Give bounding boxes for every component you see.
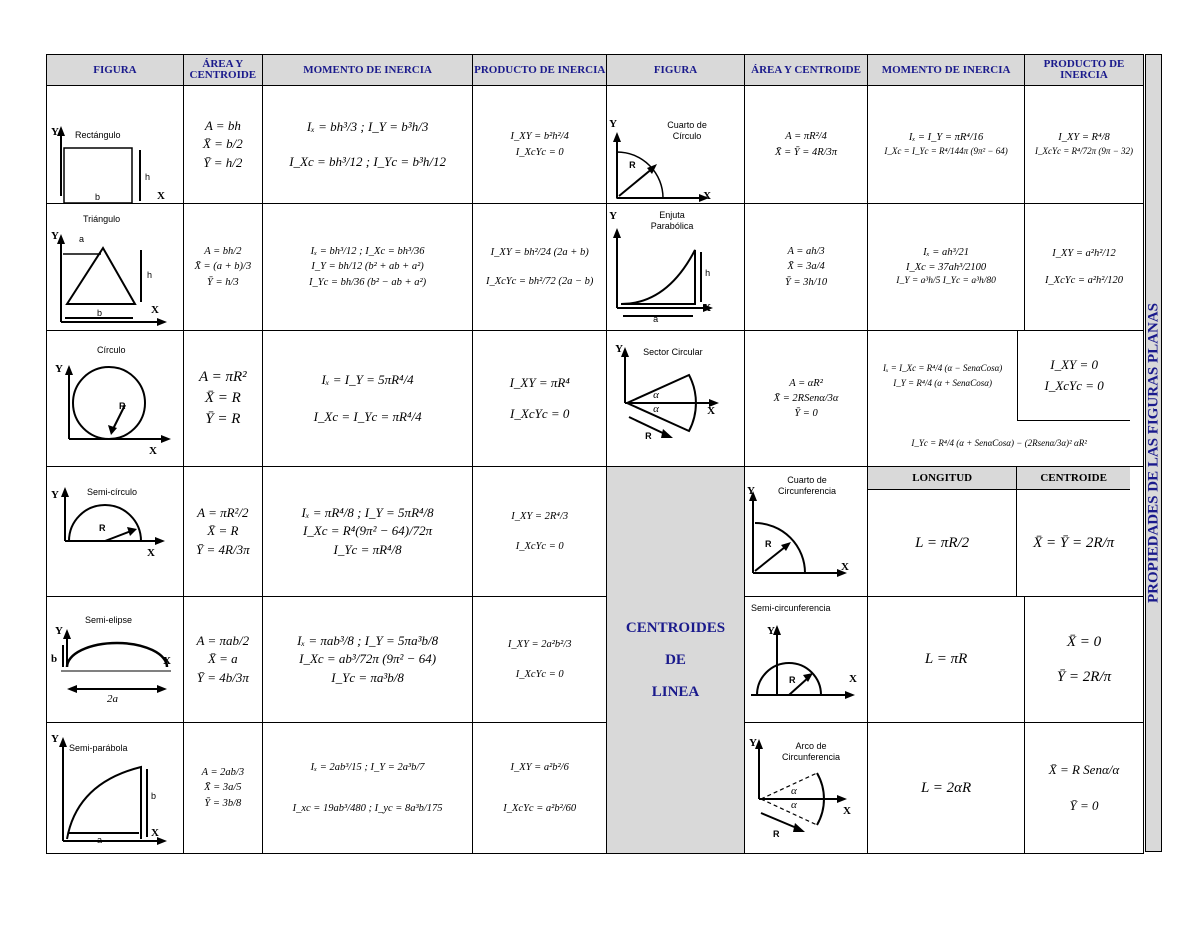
inercia-sector-yc: I_Yc = R⁴/4 (α + SenαCosα) − (2Rsenα/3α)² αR² <box>911 438 1087 449</box>
dim-r: R <box>645 431 652 441</box>
figure-name: Arco de Circunferencia <box>781 741 840 762</box>
dim-r: R <box>764 539 772 549</box>
inercia-semielipse: Iₓ = πab³/8 ; I_Y = 5πa³b/8 I_Xc = ab³/72π (9π² − 64) I_Yc = πa³b/8 <box>262 597 473 723</box>
axis-y-label: Y <box>748 737 757 749</box>
axis-y-label: Y <box>609 118 618 130</box>
axis-x-label: X <box>840 561 849 573</box>
axis-x-label: X <box>151 304 159 316</box>
axis-x-label: X <box>147 547 155 559</box>
inercia-rectangulo: Iₓ = bh³/3 ; I_Y = b³h/3 I_Xc = bh³/12 ; I_Yc = b³h/12 <box>262 86 473 204</box>
dim-h: h <box>705 268 711 278</box>
axis-x-label: X <box>703 190 712 202</box>
dim-a: a <box>97 835 103 845</box>
axis-y-label: Y <box>51 489 59 501</box>
inercia-enjuta: Iₓ = ah³/21 I_Xc = 37ah³/2100 I_Y = a³h/5 I_Yc = a³h/80 <box>868 204 1025 331</box>
figure-name: Enjuta Parabólica <box>650 210 694 231</box>
figure-name: Semi-parábola <box>69 743 128 753</box>
figure-enjuta-parabolica <box>607 204 745 331</box>
producto-cuarto-circulo: I_XY = R⁴/8 I_XcYc = R⁴/72π (9π − 32) <box>1025 86 1144 204</box>
producto-sector: I_XY = 0 I_XcYc = 0 <box>1017 331 1130 421</box>
header-momento-inercia: MOMENTO DE INERCIA <box>262 55 473 86</box>
area-circulo: A = πR² X̄ = R Ȳ = R <box>183 331 262 467</box>
inercia-triangulo: Iₓ = bh³/12 ; I_Xc = bh³/36 I_Y = bh/12 (b² + ab + a²) I_Yc = bh/36 (b² − ab + a²) <box>262 204 473 331</box>
header-area-centroide-right: ÁREA Y CENTROIDE <box>744 55 867 86</box>
area-triangulo: A = bh/2 X̄ = (a + b)/3 Ȳ = h/3 <box>183 204 262 331</box>
angle-alpha-1: α <box>790 785 797 797</box>
longitud-semicircunferencia: L = πR <box>868 597 1025 723</box>
inercia-cuarto-circulo: Iₓ = I_Y = πR⁴/16 I_Xc = I_Yc = R⁴/144π (9π² − 64) <box>868 86 1025 204</box>
angle-alpha-1: α <box>653 389 659 401</box>
inercia-semicirculo: Iₓ = πR⁴/8 ; I_Y = 5πR⁴/8 I_Xc = R⁴(9π² − 64)/72π I_Yc = πR⁴/8 <box>262 467 473 597</box>
inercia-sector: Iₓ = I_Xc = R⁴/4 (α − SenαCosα) I_Y = R⁴/4 (α + SenαCosα) <box>882 362 1003 388</box>
producto-semicirculo: I_XY = 2R⁴/3 I_XcYc = 0 <box>473 467 607 597</box>
side-title: PROPIEDADES DE LAS FIGURAS PLANAS <box>1145 302 1161 604</box>
header-centroide: CENTROIDE <box>1017 467 1130 489</box>
dim-2a: 2a <box>107 693 118 705</box>
semi-circumference-diagram <box>745 597 862 723</box>
quarter-circle-diagram <box>607 86 738 204</box>
dim-b: b <box>51 653 58 665</box>
dim-a: a <box>79 234 85 244</box>
figure-arco-circunferencia <box>744 723 867 854</box>
centroides-de-linea-label <box>607 467 745 854</box>
axis-y-label: Y <box>609 210 618 222</box>
figure-name: Triángulo <box>83 214 121 224</box>
area-semicirculo: A = πR²/2 X̄ = R Ȳ = 4R/3π <box>183 467 262 597</box>
inercia-semiparabola: Iₓ = 2ab³/15 ; I_Y = 2a³b/7 I_xc = 19ab³/480 ; I_yc = 8a³b/175 <box>262 723 473 854</box>
inercia-producto-sector <box>868 331 1144 467</box>
area-enjuta: A = ah/3 X̄ = 3a/4 Ȳ = 3h/10 <box>744 204 867 331</box>
header-figura: FIGURA <box>47 55 184 86</box>
header-area-centroide: ÁREA Y CENTROIDE <box>183 55 262 86</box>
figure-name: Semi-circunferencia <box>750 603 831 613</box>
dim-b: b <box>95 192 101 202</box>
figure-sector-circular <box>607 331 745 467</box>
producto-enjuta: I_XY = a²h²/12 I_XcYc = a²h²/120 <box>1025 204 1144 331</box>
figure-semicirculo <box>47 467 184 597</box>
centroide-cuarto: X̄ = Ȳ = 2R/π <box>1017 489 1130 597</box>
centroides-word-3: LINEA <box>651 684 700 700</box>
figure-circulo <box>47 331 184 467</box>
figure-name: Semi-elipse <box>85 615 133 625</box>
dim-r: R <box>629 160 636 170</box>
figure-name: Rectángulo <box>75 130 121 140</box>
header-momento-inercia-right: MOMENTO DE INERCIA <box>868 55 1025 86</box>
longitud-cuarto: L = πR/2 <box>868 489 1017 597</box>
axis-x-label: X <box>848 673 857 685</box>
figure-name: Sector Circular <box>643 347 703 357</box>
properties-table <box>46 54 1144 854</box>
dim-a: a <box>653 314 659 324</box>
axis-y-label: Y <box>55 625 63 637</box>
producto-rectangulo: I_XY = b²h²/4 I_XcYc = 0 <box>473 86 607 204</box>
centroides-word-1: CENTROIDES <box>625 620 726 636</box>
area-sector: A = αR² X̄ = 2RSenα/3α Ȳ = 0 <box>744 331 867 467</box>
axis-x-label: X <box>707 405 716 417</box>
area-semiparabola: A = 2ab/3 X̄ = 3a/5 Ȳ = 3b/8 <box>183 723 262 854</box>
rectangle-diagram <box>47 86 177 204</box>
figure-triangulo <box>47 204 184 331</box>
axis-x-label: X <box>163 655 171 667</box>
figure-name: Cuarto de Circunferencia <box>777 475 836 496</box>
centroides-word-2: DE <box>665 652 686 668</box>
producto-circulo: I_XY = πR⁴ I_XcYc = 0 <box>473 331 607 467</box>
dim-r: R <box>119 401 126 411</box>
angle-alpha-2: α <box>653 403 659 415</box>
header-longitud: LONGITUD <box>868 467 1017 489</box>
figure-name: Cuarto de Círculo <box>667 120 707 141</box>
axis-y-label: Y <box>51 733 59 745</box>
figure-semielipse <box>47 597 184 723</box>
centroide-semicircunferencia: X̄ = 0 Ȳ = 2R/π <box>1025 597 1144 723</box>
axis-y-label: Y <box>55 363 63 375</box>
axis-y-label: Y <box>615 343 624 355</box>
area-semielipse: A = πab/2 X̄ = a Ȳ = 4b/3π <box>183 597 262 723</box>
dim-r: R <box>99 523 106 533</box>
longitud-arco: L = 2αR <box>868 723 1025 854</box>
dim-b: b <box>151 791 157 801</box>
axis-y-label: Y <box>746 485 755 497</box>
properties-sheet <box>46 54 1162 852</box>
axis-x-label: X <box>842 805 851 817</box>
inercia-circulo: Iₓ = I_Y = 5πR⁴/4 I_Xc = I_Yc = πR⁴/4 <box>262 331 473 467</box>
axis-y-label: Y <box>51 230 59 242</box>
axis-x-label: X <box>151 827 159 839</box>
side-title-bar <box>1145 54 1162 852</box>
dim-r: R <box>788 675 796 685</box>
axis-y-label: Y <box>766 625 775 637</box>
figure-cuarto-circulo <box>607 86 745 204</box>
centroide-arco: X̄ = R Senα/α Ȳ = 0 <box>1025 723 1144 854</box>
producto-semiparabola: I_XY = a²b²/6 I_XcYc = a²b²/60 <box>473 723 607 854</box>
figure-semicircunferencia <box>744 597 867 723</box>
area-cuarto-circulo: A = πR²/4 X̄ = Ȳ = 4R/3π <box>744 86 867 204</box>
figure-name: Semi-círculo <box>87 487 138 497</box>
dim-b: b <box>97 308 103 318</box>
dim-h: h <box>145 172 151 182</box>
producto-triangulo: I_XY = bh²/24 (2a + b) I_XcYc = bh²/72 (2a − b) <box>473 204 607 331</box>
figure-rectangulo <box>47 86 184 204</box>
header-producto-inercia-right: PRODUCTO DE INERCIA <box>1025 55 1144 86</box>
axis-x-label: X <box>703 302 712 314</box>
axis-y-label: Y <box>51 126 59 138</box>
line-props-cuarto-circunferencia <box>868 467 1144 597</box>
dim-h: h <box>147 270 153 280</box>
area-rectangulo: A = bh X̄ = b/2 Ȳ = h/2 <box>183 86 262 204</box>
angle-alpha-2: α <box>790 799 797 811</box>
figure-semiparabola <box>47 723 184 854</box>
axis-x-label: X <box>157 190 165 202</box>
header-figura-right: FIGURA <box>607 55 745 86</box>
header-producto-inercia: PRODUCTO DE INERCIA <box>473 55 607 86</box>
producto-semielipse: I_XY = 2a²b²/3 I_XcYc = 0 <box>473 597 607 723</box>
axis-x-label: X <box>149 445 157 457</box>
figure-cuarto-circunferencia <box>744 467 867 597</box>
dim-r: R <box>772 829 780 839</box>
figure-name: Círculo <box>97 345 126 355</box>
